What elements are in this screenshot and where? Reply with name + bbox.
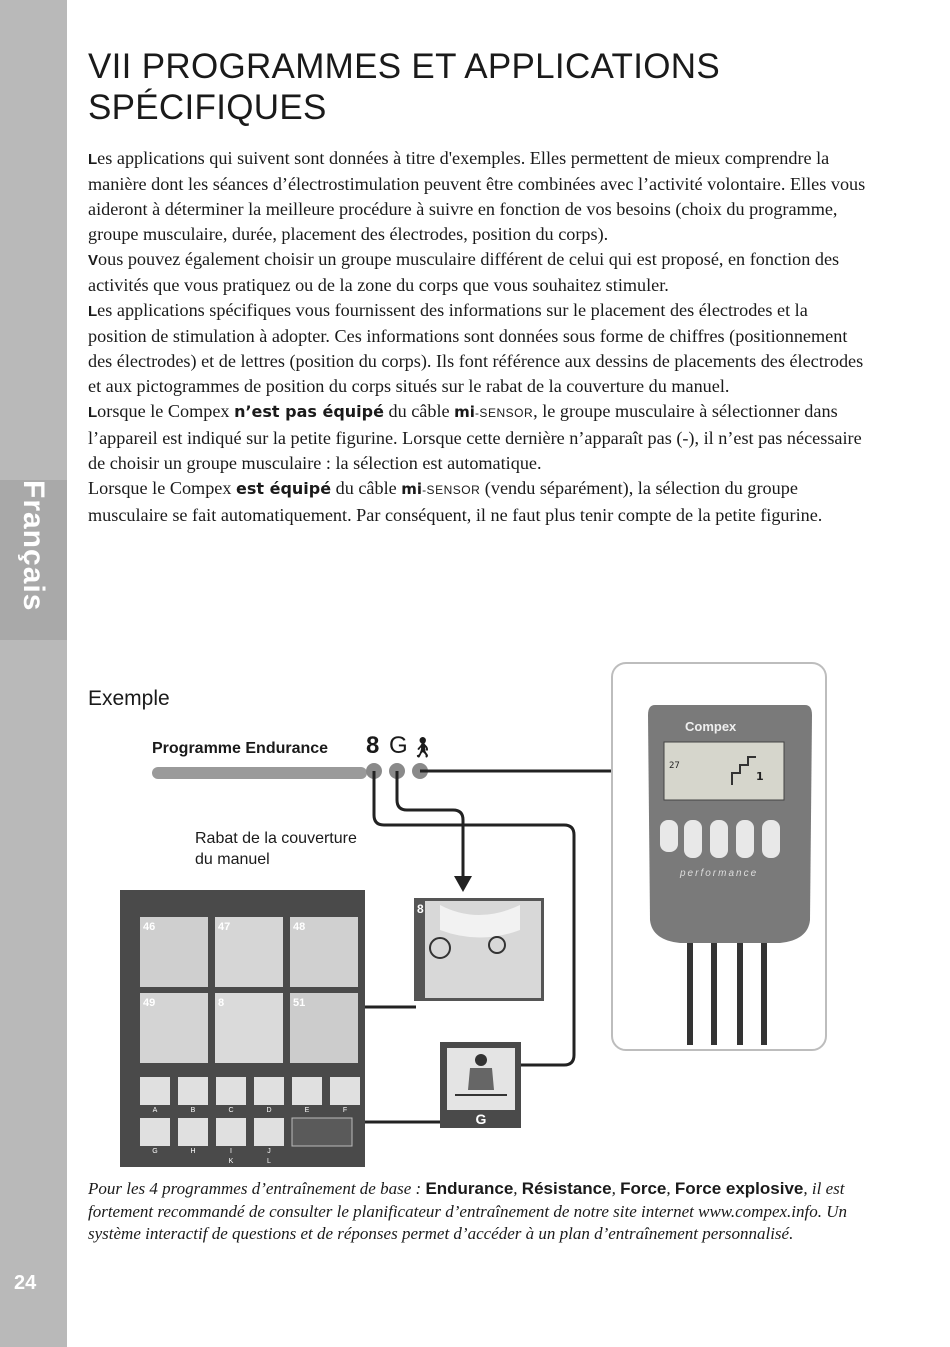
placement-number: 46 <box>143 921 156 933</box>
paragraph-1-text: es applications qui suivent sont données à titre d'exemples. Elles permettent de mieux comprendre la manière dont les séances d’électrostimulation peuvent être combinées avec l’activité volontaire. Elles vous aideront à déterminer la meilleure procédure à suivre en fonction de vos besoins (choix du programme, groupe musculaire, durée, placement des électrodes, position du corps). <box>88 148 866 244</box>
emphasis-not-equipped: n’est pas équipé <box>234 402 384 421</box>
rabat-line-1: Rabat de la couverture <box>195 830 357 847</box>
emphasis-equipped: est équipé <box>236 479 332 498</box>
program-resistance: Résistance <box>521 1179 612 1198</box>
channel-3-button[interactable] <box>736 820 754 858</box>
figure-body-icon <box>468 1068 494 1090</box>
device-brand: Compex <box>685 719 737 734</box>
caption-text: , il est fortement recommandé de consulter le planificateur d’entraînement de notre site internet www.compex.info. Un système interactif de questions et de réponses permet d’accéder à un plan d’entraînement personnalisé. <box>88 1179 848 1243</box>
position-letter-label: I <box>230 1148 232 1155</box>
sensor-label: -SENSOR <box>422 483 481 497</box>
sensor-label: -SENSOR <box>474 406 534 420</box>
placement-number: 51 <box>293 997 306 1009</box>
caption-separator: , <box>666 1179 675 1198</box>
position-letter-label: E <box>304 1107 310 1114</box>
position-letter: G <box>389 732 408 759</box>
title-line-2: SPÉCIFIQUES <box>88 88 327 127</box>
device-model: performance <box>680 868 759 879</box>
program-bar <box>152 767 367 779</box>
dropcap: L <box>88 404 98 421</box>
arrow-head <box>454 876 472 892</box>
lcd-level: 1 <box>756 770 764 783</box>
paragraph-5-text: du câble <box>331 478 402 498</box>
position-letter-label: C <box>228 1107 234 1114</box>
program-label: Programme Endurance <box>152 740 329 757</box>
placement-number: 48 <box>293 921 306 933</box>
zoom-letter: G <box>475 1111 487 1127</box>
language-label: Français <box>17 480 50 612</box>
caption-separator: , <box>513 1179 522 1198</box>
paragraph-4-text: du câble <box>383 401 455 421</box>
position-letter-label: B <box>190 1107 196 1114</box>
dropcap: V <box>88 252 99 269</box>
caption <box>88 1178 848 1246</box>
figurine-icon: 🚶︎ <box>410 735 436 759</box>
placement-number: 49 <box>143 997 156 1009</box>
mi-logo: mi <box>454 403 475 421</box>
placement-number: 8 <box>218 997 225 1009</box>
thumb-8 <box>215 993 283 1063</box>
dropcap: L <box>88 151 98 168</box>
position-letter-label: A <box>152 1107 158 1114</box>
mi-logo: mi <box>401 480 423 498</box>
paragraph-5-text: (vendu séparément), la sélection du groupe musculaire se fait automatiquement. Par conséquent, il ne faut plus tenir compte de la petite figurine. <box>88 478 823 525</box>
paragraph-2-text: ous pouvez également choisir un groupe musculaire différent de celui qui est proposé, en fonction des activités que vous pratiquez ou de la zone du corps que vous souhaitez stimuler. <box>88 249 840 295</box>
channel-2-button[interactable] <box>710 820 728 858</box>
placement-number: 47 <box>218 921 231 933</box>
channel-4-button[interactable] <box>762 820 780 858</box>
caption-separator: , <box>611 1179 621 1198</box>
power-button[interactable] <box>660 820 678 852</box>
paragraph-4-text: orsque le Compex <box>97 401 235 421</box>
title-line-1: VII PROGRAMMES ET APPLICATIONS <box>88 47 721 86</box>
program-endurance: Endurance <box>425 1179 514 1198</box>
page-number: 24 <box>14 1272 37 1294</box>
dropcap: L <box>88 303 98 320</box>
program-number: 8 <box>366 732 380 759</box>
example-heading: Exemple <box>88 687 170 710</box>
zoom-number: 8 <box>417 902 424 916</box>
lcd-value: 27 <box>669 761 680 771</box>
program-force-explosive: Force explosive <box>674 1179 804 1198</box>
caption-text: Pour les 4 programmes d’entraînement de base : <box>88 1179 426 1198</box>
position-letter-label: J <box>267 1148 271 1155</box>
position-letter-label: H <box>190 1148 196 1155</box>
program-force: Force <box>620 1179 667 1198</box>
position-letter-label: G <box>152 1148 158 1155</box>
position-letter-label: L <box>267 1158 271 1165</box>
channel-1-button[interactable] <box>684 820 702 858</box>
paragraph-5-text: Lorsque le Compex <box>88 478 236 498</box>
figure-head-icon <box>475 1054 487 1066</box>
position-letter-label: K <box>228 1158 234 1165</box>
position-letter-label: D <box>266 1107 272 1114</box>
paragraph-3-text: es applications spécifiques vous fournissent des informations sur le placement des électrodes et la position de stimulation à adopter. Ces informations sont données sous forme de chiffres (positionnement des électrodes) et de lettres (position du corps). Ils font référence aux dessins de placements des électrodes et aux pictogrammes de position du corps situés sur le rabat de la couverture du manuel. <box>88 300 864 396</box>
position-letter-label: F <box>342 1107 348 1114</box>
device-lcd <box>664 742 784 800</box>
rabat-line-2: du manuel <box>195 851 270 868</box>
paragraph-4-text: , le groupe musculaire à sélectionner dans l’appareil est indiqué sur la petite figurine. Lorsque cette dernière n’apparaît pas (-), il n’est pas nécessaire de choisir un groupe musculaire : la sélection est automatique. <box>88 401 862 473</box>
